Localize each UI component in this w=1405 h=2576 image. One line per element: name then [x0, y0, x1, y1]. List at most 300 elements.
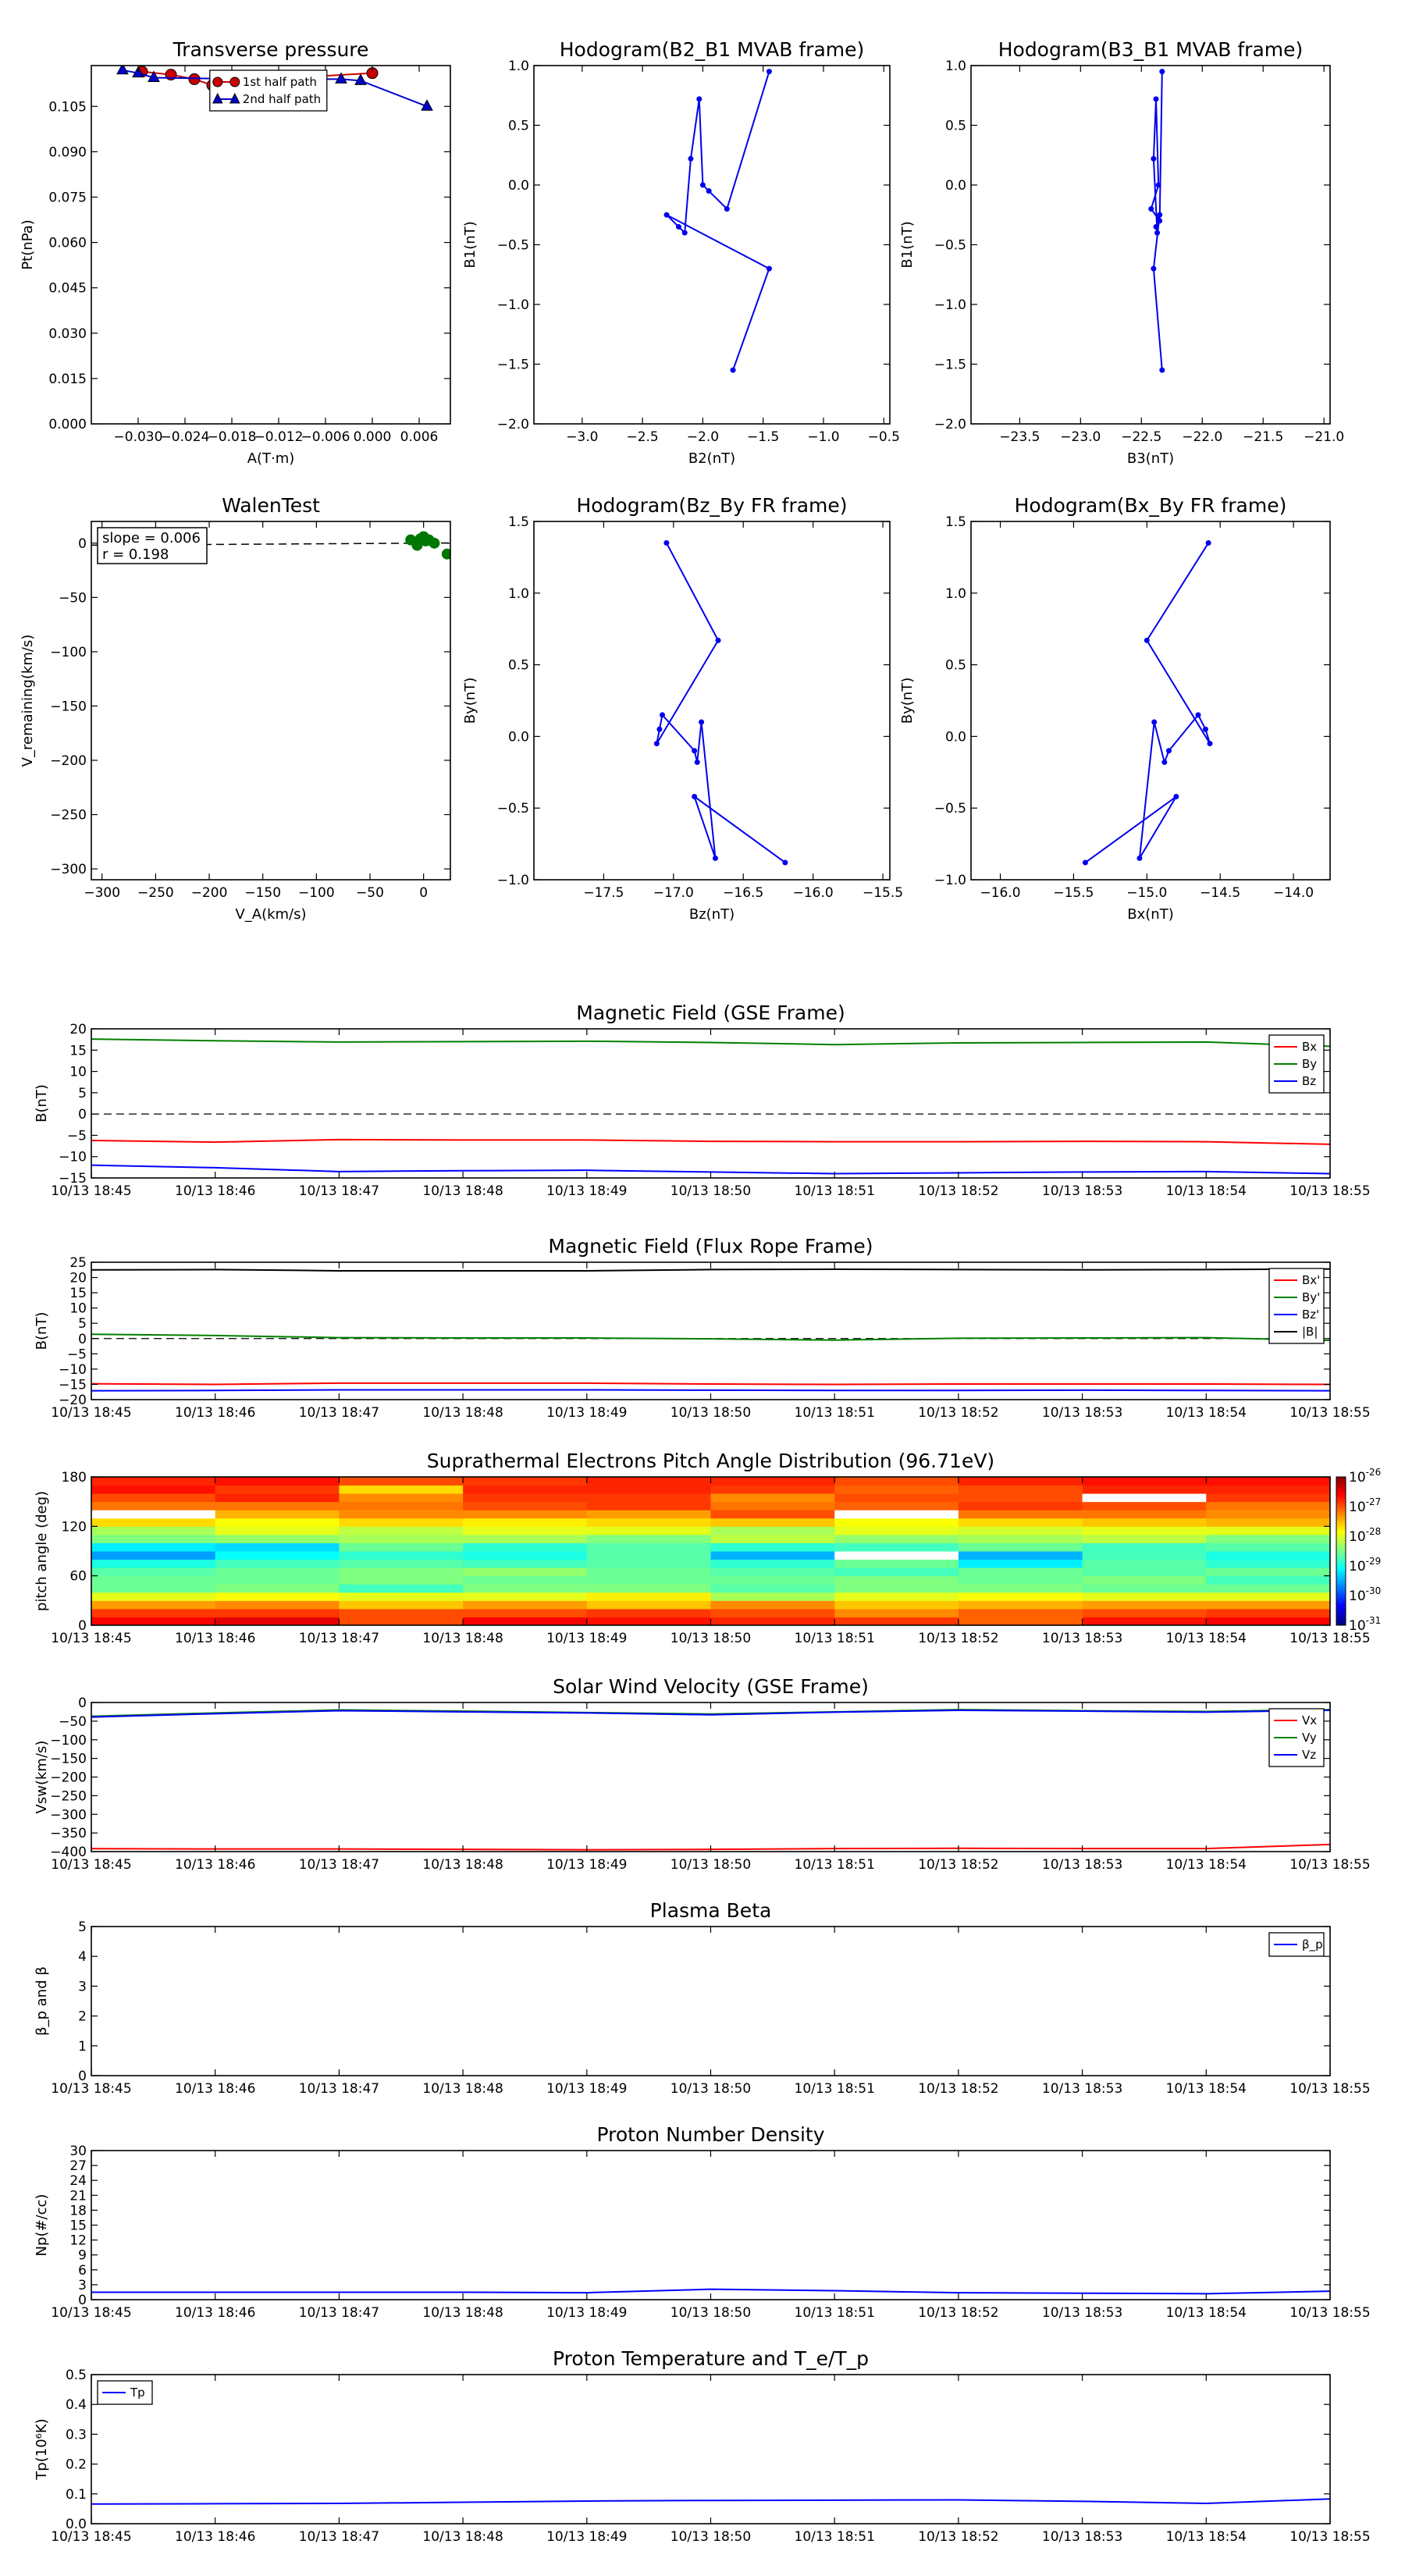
heatmap-cell [1206, 1592, 1330, 1601]
y-tick-label: 0.5 [944, 118, 966, 134]
data-point [1196, 712, 1201, 717]
y-tick-label: −2.0 [496, 417, 529, 432]
heatmap-cell [1206, 1502, 1330, 1510]
colorbar-segment [1336, 1615, 1346, 1618]
heatmap-cell [1083, 1609, 1207, 1617]
colorbar-tick-exponent: -26 [1365, 1467, 1382, 1478]
colorbar-segment [1336, 1477, 1346, 1480]
plot-frame [91, 521, 450, 880]
y-tick-label: −150 [50, 1751, 87, 1767]
data-point [1083, 859, 1088, 865]
colorbar-segment [1336, 1526, 1346, 1529]
data-point [1159, 69, 1165, 74]
y-tick-label: 0.015 [48, 371, 87, 387]
series-line-Tp [91, 2499, 1330, 2503]
heatmap-cell [215, 1542, 340, 1551]
x-tick-label: 10/13 18:50 [670, 2529, 752, 2545]
heatmap-cell [587, 1485, 711, 1494]
colorbar-segment [1336, 1532, 1346, 1535]
heatmap-cell [834, 1542, 959, 1551]
heatmap-cell [463, 1477, 587, 1485]
y-axis-label: β_p and β [34, 1966, 50, 2036]
series-line-series-0 [91, 2290, 1330, 2294]
x-axis-label: Bz(nT) [688, 906, 735, 923]
y-tick-label: 5 [78, 1316, 87, 1332]
colorbar-segment [1336, 1553, 1346, 1557]
heatmap-cell [959, 1600, 1083, 1609]
heatmap-cell [711, 1526, 835, 1535]
heatmap-cell [587, 1535, 711, 1543]
heatmap-cell [959, 1560, 1083, 1568]
chart-walen [20, 494, 453, 923]
heatmap-cell [959, 1477, 1083, 1485]
chart-title: WalenTest [222, 494, 320, 517]
heatmap-cell [339, 1493, 463, 1502]
heatmap-cell [91, 1542, 215, 1551]
x-tick-label: −23.0 [1060, 429, 1101, 445]
y-tick-label: −50 [59, 590, 87, 607]
colorbar-segment [1336, 1539, 1346, 1542]
series-line-series-0 [656, 543, 785, 863]
chart-title: Proton Temperature and T_e/T_p [552, 2347, 870, 2370]
heatmap-cell [91, 1567, 215, 1576]
heatmap-cell [91, 1551, 215, 1560]
heatmap-cell [711, 1485, 835, 1494]
heatmap-cell [339, 1576, 463, 1585]
heatmap-cell [215, 1576, 340, 1585]
x-tick-label: −0.5 [867, 429, 900, 445]
x-tick-label: 10/13 18:46 [175, 2081, 256, 2097]
x-tick-label: 10/13 18:47 [298, 2529, 380, 2545]
y-tick-label: −1.5 [934, 357, 966, 373]
x-tick-label: 10/13 18:55 [1289, 1405, 1371, 1421]
y-tick-label: 1.0 [944, 59, 966, 74]
heatmap-cell [959, 1617, 1083, 1625]
heatmap-cell [463, 1592, 587, 1601]
data-point-circle [189, 73, 200, 84]
y-tick-label: −1.0 [934, 873, 966, 888]
plot-frame [534, 66, 890, 424]
x-tick-label: −23.5 [999, 429, 1040, 445]
x-tick-label: 10/13 18:53 [1041, 2529, 1123, 2545]
x-tick-label: −2.5 [626, 429, 659, 445]
colorbar-segment [1336, 1596, 1346, 1599]
heatmap-cell [711, 1560, 835, 1568]
heatmap-cell [463, 1584, 587, 1592]
heatmap-cell [339, 1584, 463, 1592]
y-tick-label: 1.0 [507, 585, 529, 602]
x-tick-label: 10/13 18:51 [794, 1857, 875, 1873]
colorbar-segment [1336, 1589, 1346, 1592]
data-point [676, 224, 681, 229]
y-tick-label: −15 [59, 1171, 87, 1187]
series-line-Bx [91, 1140, 1330, 1144]
x-tick-label: 10/13 18:51 [794, 2529, 875, 2545]
heatmap-cell [463, 1526, 587, 1535]
chart-vsw [34, 1675, 1371, 1873]
x-tick-label: −22.0 [1182, 429, 1223, 445]
chart-mag_fr [34, 1235, 1371, 1421]
x-tick-label: 10/13 18:49 [546, 1631, 628, 1646]
x-tick-label: 10/13 18:52 [918, 1631, 999, 1646]
plot-frame [91, 2375, 1330, 2524]
x-tick-label: 10/13 18:51 [794, 2305, 875, 2321]
heatmap-cell [1206, 1567, 1330, 1576]
data-point [767, 69, 772, 74]
data-point [782, 859, 788, 865]
heatmap-cell [711, 1535, 835, 1543]
chart-title: Transverse pressure [173, 38, 369, 61]
data-point [1151, 720, 1157, 725]
data-point [1173, 794, 1179, 799]
y-tick-label: 0.060 [48, 235, 87, 251]
x-axis-label: B3(nT) [1126, 450, 1175, 467]
colorbar-segment [1336, 1574, 1346, 1577]
heatmap-cell [1083, 1526, 1207, 1535]
y-tick-label: 0.0 [65, 2517, 87, 2532]
heatmap-cell [1083, 1477, 1207, 1485]
heatmap-cell [587, 1560, 711, 1568]
data-point [1144, 638, 1150, 643]
x-tick-label: 10/13 18:55 [1289, 2529, 1371, 2545]
x-tick-label: −15.5 [863, 885, 904, 901]
chart-title: Suprathermal Electrons Pitch Angle Distribution (96.71eV) [426, 1450, 995, 1472]
heatmap-cell [91, 1609, 215, 1617]
heatmap-cell [91, 1576, 215, 1585]
x-tick-label: −14.0 [1273, 885, 1314, 901]
colorbar-segment [1336, 1610, 1346, 1614]
y-tick-label: 15 [69, 1286, 87, 1302]
y-tick-label: −0.5 [496, 801, 529, 817]
colorbar-segment [1336, 1541, 1346, 1544]
heatmap-cell [834, 1535, 959, 1543]
y-tick-label: 9 [78, 2247, 87, 2264]
heatmap-cell [215, 1609, 340, 1617]
x-tick-label: 10/13 18:47 [298, 1183, 380, 1199]
y-tick-label: 1 [78, 2038, 87, 2055]
y-tick-label: −5 [66, 1128, 87, 1144]
plot-frame [91, 1927, 1330, 2076]
y-tick-label: 0 [78, 535, 87, 552]
x-tick-label: 10/13 18:49 [546, 2305, 628, 2321]
heatmap-cell [1206, 1609, 1330, 1617]
heatmap-cell [959, 1485, 1083, 1494]
x-tick-label: −250 [137, 885, 174, 901]
heatmap-cell [1206, 1576, 1330, 1585]
heatmap-cell [1206, 1510, 1330, 1518]
colorbar-segment [1336, 1559, 1346, 1562]
y-tick-label: 1.0 [507, 59, 529, 74]
heatmap-cell [1206, 1584, 1330, 1592]
heatmap-cell [1206, 1485, 1330, 1494]
annotation-text: r = 0.198 [102, 546, 169, 563]
y-tick-label: −10 [59, 1361, 87, 1378]
y-tick-label: 60 [69, 1568, 87, 1585]
x-tick-label: 10/13 18:54 [1165, 1405, 1247, 1421]
legend-marker [230, 77, 240, 87]
y-tick-label: 0.105 [48, 99, 87, 116]
x-tick-label: 10/13 18:46 [175, 1857, 256, 1873]
y-tick-label: 3 [78, 1979, 87, 1995]
x-tick-label: 10/13 18:52 [918, 2305, 999, 2321]
x-tick-label: 10/13 18:49 [546, 1857, 628, 1873]
x-axis-label: Bx(nT) [1127, 906, 1174, 923]
colorbar-segment [1336, 1549, 1346, 1552]
data-point [692, 748, 697, 753]
colorbar-tick-exponent: -27 [1365, 1496, 1382, 1507]
heatmap-cell [1083, 1617, 1207, 1625]
heatmap-cell [587, 1592, 711, 1601]
x-tick-label: 10/13 18:49 [546, 2529, 628, 2545]
x-tick-label: 10/13 18:55 [1289, 2081, 1371, 2097]
x-tick-label: −0.012 [254, 429, 304, 445]
heatmap-cell [1206, 1617, 1330, 1625]
data-point [660, 712, 665, 717]
heatmap-cell [959, 1493, 1083, 1502]
y-tick-label: −200 [50, 753, 87, 769]
heatmap-cell [339, 1477, 463, 1485]
y-axis-label: By(nT) [899, 677, 916, 724]
x-tick-label: 10/13 18:48 [422, 1857, 503, 1873]
data-point [724, 206, 730, 212]
colorbar-segment [1336, 1578, 1346, 1582]
heatmap-cell [339, 1485, 463, 1494]
heatmap-cell [91, 1485, 215, 1494]
colorbar-segment [1336, 1603, 1346, 1606]
heatmap-cell [1206, 1535, 1330, 1543]
heatmap-cell [463, 1600, 587, 1609]
colorbar-segment [1336, 1500, 1346, 1503]
heatmap-cell [1083, 1592, 1207, 1601]
colorbar-segment [1336, 1544, 1346, 1547]
data-point [716, 638, 721, 643]
heatmap-cell [339, 1560, 463, 1568]
heatmap-cell [959, 1567, 1083, 1576]
data-point [656, 727, 662, 732]
heatmap-cell [959, 1584, 1083, 1592]
y-tick-label: 20 [69, 1270, 87, 1286]
colorbar-segment [1336, 1561, 1346, 1564]
data-point [713, 856, 718, 861]
y-tick-label: −1.0 [934, 297, 966, 313]
heatmap-cell [1206, 1493, 1330, 1502]
x-tick-label: 10/13 18:54 [1165, 2305, 1247, 2321]
colorbar-segment [1336, 1479, 1346, 1482]
x-tick-label: 10/13 18:49 [546, 2081, 628, 2097]
x-tick-label: 10/13 18:46 [175, 1631, 256, 1646]
legend-label: Bx [1302, 1040, 1318, 1054]
plot-frame [971, 521, 1330, 880]
y-axis-label: pitch angle (deg) [34, 1490, 50, 1612]
chart-np [34, 2123, 1371, 2321]
y-tick-label: 0.5 [507, 657, 529, 674]
y-tick-label: −50 [59, 1713, 87, 1730]
heatmap-cell [959, 1535, 1083, 1543]
legend-label: Vy [1302, 1731, 1317, 1745]
x-tick-label: 10/13 18:48 [422, 2529, 503, 2545]
heatmap-cell [215, 1600, 340, 1609]
x-tick-label: 10/13 18:54 [1165, 1183, 1247, 1199]
plot-frame [91, 66, 450, 424]
legend-label: Tp [130, 2386, 145, 2400]
data-point [1203, 727, 1208, 732]
y-tick-label: 24 [69, 2173, 87, 2190]
heatmap-cell [91, 1526, 215, 1535]
colorbar-segment [1336, 1568, 1346, 1571]
heatmap-cell [834, 1576, 959, 1585]
x-tick-label: −0.018 [207, 429, 257, 445]
y-tick-label: 0.0 [507, 178, 529, 194]
heatmap-cell [587, 1609, 711, 1617]
data-point [663, 540, 669, 546]
heatmap-cell [1206, 1526, 1330, 1535]
heatmap-cell [91, 1535, 215, 1543]
heatmap-cell [1206, 1551, 1330, 1560]
x-tick-label: 10/13 18:53 [1041, 1183, 1123, 1199]
heatmap-cell [339, 1609, 463, 1617]
x-tick-label: 10/13 18:45 [51, 1183, 132, 1199]
data-point [1161, 760, 1167, 765]
y-tick-label: −0.5 [496, 237, 529, 254]
y-tick-label: 180 [61, 1470, 87, 1485]
x-tick-label: 10/13 18:54 [1165, 2529, 1247, 2545]
data-point [1157, 218, 1162, 223]
heatmap-cell [587, 1600, 711, 1609]
heatmap-cell [463, 1510, 587, 1518]
heatmap-cell [587, 1567, 711, 1576]
colorbar-segment [1336, 1598, 1346, 1601]
x-tick-label: 10/13 18:50 [670, 2081, 752, 2097]
x-tick-label: 10/13 18:49 [546, 1405, 628, 1421]
heatmap-cell [463, 1535, 587, 1543]
heatmap-cell [215, 1493, 340, 1502]
heatmap-cell [463, 1542, 587, 1551]
heatmap-cell [587, 1477, 711, 1485]
heatmap-cell [1083, 1600, 1207, 1609]
heatmap-cell [711, 1609, 835, 1617]
x-tick-label: −150 [244, 885, 282, 901]
colorbar-segment [1336, 1608, 1346, 1611]
x-tick-label: 10/13 18:48 [422, 2305, 503, 2321]
colorbar-segment [1336, 1618, 1346, 1621]
colorbar-tick-exponent: -30 [1365, 1585, 1382, 1596]
heatmap-cell [215, 1526, 340, 1535]
colorbar-segment [1336, 1621, 1346, 1624]
heatmap-cell [587, 1526, 711, 1535]
colorbar-segment [1336, 1600, 1346, 1603]
x-tick-label: −15.5 [1053, 885, 1094, 901]
x-tick-label: −50 [356, 885, 384, 901]
x-tick-label: −21.0 [1304, 429, 1345, 445]
heatmap-cell [834, 1592, 959, 1601]
x-tick-label: −200 [190, 885, 228, 901]
data-point [1151, 156, 1156, 162]
series-line-series-0 [667, 72, 769, 371]
x-tick-label: −0.030 [113, 429, 163, 445]
colorbar-segment [1336, 1504, 1346, 1507]
plot-frame [971, 66, 1330, 424]
heatmap-cell [587, 1510, 711, 1518]
x-tick-label: 10/13 18:51 [794, 2081, 875, 2097]
y-tick-label: 0.090 [48, 144, 87, 161]
legend-label: Bz' [1302, 1308, 1320, 1322]
chart-title: Hodogram(B3_B1 MVAB frame) [998, 38, 1304, 61]
chart-hodo_bxby [899, 494, 1330, 923]
y-axis-label: B1(nT) [462, 221, 478, 269]
data-point [688, 156, 693, 162]
heatmap-cell [215, 1502, 340, 1510]
heatmap-cell [959, 1510, 1083, 1518]
y-tick-label: 0 [78, 1331, 87, 1347]
y-tick-label: 2 [78, 2008, 87, 2025]
colorbar-segment [1336, 1585, 1346, 1589]
colorbar-tick-exponent: -31 [1365, 1615, 1382, 1626]
colorbar-segment [1336, 1583, 1346, 1586]
x-tick-label: 10/13 18:47 [298, 2305, 380, 2321]
heatmap-cell [215, 1535, 340, 1543]
heatmap-cell [834, 1485, 959, 1494]
colorbar-tick-label: $10^{-28}$ [1349, 1526, 1382, 1545]
data-point [696, 96, 702, 101]
data-point [1156, 183, 1161, 188]
heatmap-cell [834, 1518, 959, 1527]
colorbar-segment [1336, 1591, 1346, 1594]
colorbar-segment [1336, 1521, 1346, 1525]
heatmap-cell [463, 1485, 587, 1494]
x-tick-label: 10/13 18:51 [794, 1631, 875, 1646]
colorbar-segment [1336, 1519, 1346, 1522]
heatmap-cell [339, 1510, 463, 1518]
y-tick-label: −1.0 [496, 297, 529, 313]
data-point [699, 720, 704, 725]
y-tick-label: −1.5 [496, 357, 529, 373]
colorbar-segment [1336, 1576, 1346, 1579]
heatmap-cell [1083, 1535, 1207, 1543]
data-point [706, 188, 712, 194]
y-tick-label: 0.1 [65, 2486, 87, 2503]
chart-title: Hodogram(Bz_By FR frame) [576, 494, 848, 517]
x-tick-label: 10/13 18:53 [1041, 1631, 1123, 1646]
heatmap-cell [711, 1477, 835, 1485]
chart-beta [34, 1899, 1371, 2097]
y-axis-label: B1(nT) [899, 221, 916, 269]
chart-title: Hodogram(Bx_By FR frame) [1014, 494, 1287, 517]
y-tick-label: 10 [69, 1300, 87, 1317]
x-tick-label: 10/13 18:48 [422, 1405, 503, 1421]
legend-label: Vx [1302, 1713, 1318, 1727]
heatmap-cell [834, 1609, 959, 1617]
x-tick-label: 10/13 18:46 [175, 1405, 256, 1421]
y-tick-label: 0 [78, 1107, 87, 1123]
heatmap-cell [463, 1560, 587, 1568]
heatmap-cell [711, 1542, 835, 1551]
data-point [664, 212, 670, 218]
colorbar-tick-label: $10^{-29}$ [1349, 1556, 1382, 1574]
chart-pad [34, 1450, 1381, 1646]
heatmap-cell [339, 1567, 463, 1576]
y-tick-label: 0 [78, 1618, 87, 1634]
y-tick-label: 0.045 [48, 280, 87, 297]
heatmap-cell [959, 1526, 1083, 1535]
colorbar-segment [1336, 1482, 1346, 1485]
series-line-By [91, 1039, 1330, 1046]
y-tick-label: 0.0 [507, 729, 529, 745]
x-tick-label: 10/13 18:55 [1289, 1857, 1371, 1873]
y-tick-label: 0 [78, 1695, 87, 1711]
y-tick-label: 0.5 [65, 2368, 87, 2383]
annotation-text: slope = 0.006 [102, 530, 201, 546]
heatmap-cell [1206, 1518, 1330, 1527]
